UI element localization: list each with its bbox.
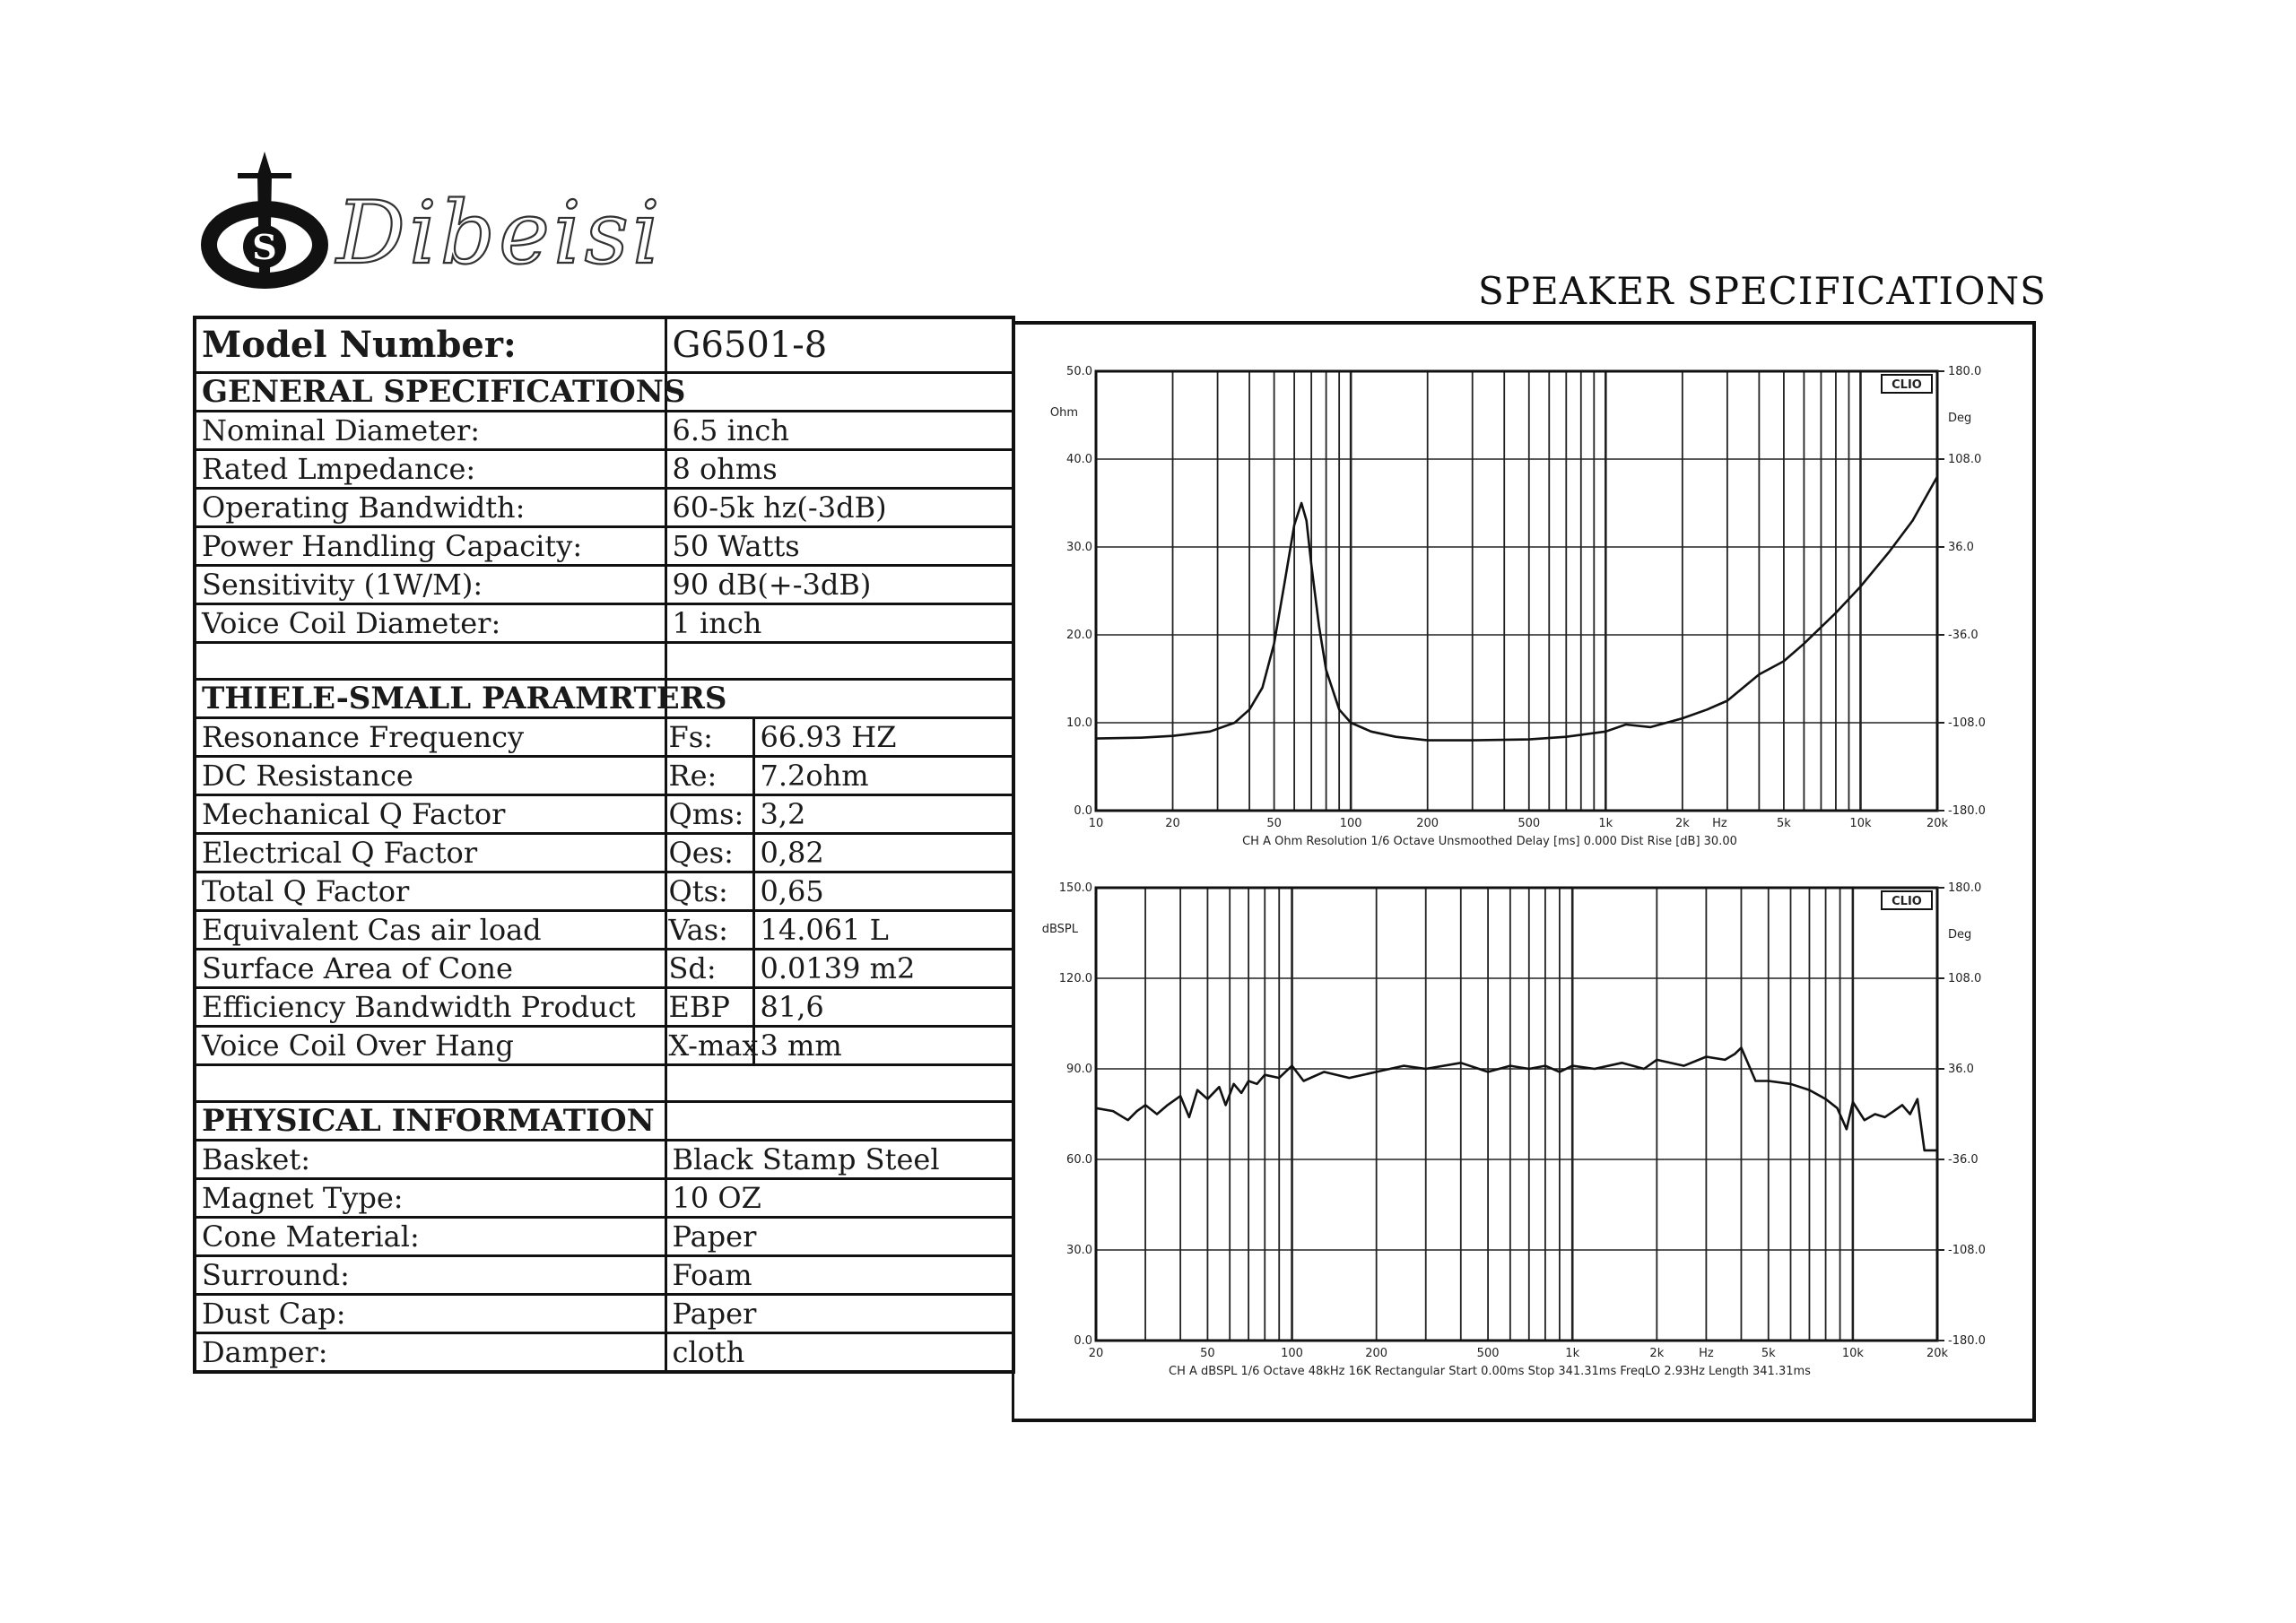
ts-param-label: Voice Coil Over Hang <box>195 1027 665 1065</box>
x-tick-label: 500 <box>1518 817 1541 830</box>
physical-heading-blank <box>665 1102 1013 1141</box>
x-tick-label: 200 <box>1365 1347 1388 1360</box>
spec-table <box>193 316 1015 1374</box>
spec-row <box>195 1256 1013 1295</box>
spec-label: Damper: <box>195 1333 665 1373</box>
model-value: G6501-8 <box>665 317 1013 373</box>
y-tick-label: 60.0 <box>1066 1153 1092 1167</box>
spec-row <box>195 489 1013 527</box>
spec-label: Nominal Diameter: <box>195 412 665 450</box>
spacer-row-1 <box>195 643 1013 680</box>
x-tick-label: 20 <box>1165 817 1180 830</box>
ts-param-symbol: EBP <box>665 988 753 1027</box>
spec-value: 50 Watts <box>665 527 1013 566</box>
ts-param-value: 7.2ohm <box>753 757 1013 795</box>
ts-param-value: 3 mm <box>753 1027 1013 1065</box>
spec-row <box>195 412 1013 450</box>
y-tick-label: 0.0 <box>1074 804 1092 818</box>
y-tick-label: 10.0 <box>1066 716 1092 730</box>
ts-param-row <box>195 911 1013 950</box>
spec-value: Paper <box>665 1295 1013 1333</box>
spec-row <box>195 1141 1013 1179</box>
model-label: Model Number: <box>195 317 665 373</box>
ts-param-row <box>195 1027 1013 1065</box>
x-tick-label: 5k <box>1777 817 1791 830</box>
spec-label: Surround: <box>195 1256 665 1295</box>
x-tick-label: 1k <box>1598 817 1613 830</box>
ts-param-symbol: Qes: <box>665 834 753 872</box>
x-tick-label: 50 <box>1200 1347 1215 1360</box>
impedance-curve <box>1096 477 1937 741</box>
x-tick-label: 20k <box>1926 1347 1949 1360</box>
spacer-row-1-cell-2 <box>665 643 1013 680</box>
spec-value: 60-5k hz(-3dB) <box>665 489 1013 527</box>
spec-value: cloth <box>665 1333 1013 1373</box>
y-tick-label: 30.0 <box>1066 1244 1092 1257</box>
ts-param-label: Efficiency Bandwidth Product <box>195 988 665 1027</box>
ts-param-row <box>195 834 1013 872</box>
ts-param-symbol: Re: <box>665 757 753 795</box>
x-tick-label: 200 <box>1416 817 1439 830</box>
spec-label: Magnet Type: <box>195 1179 665 1218</box>
spec-row <box>195 450 1013 489</box>
spec-label: Power Handling Capacity: <box>195 527 665 566</box>
spec-label: Cone Material: <box>195 1218 665 1256</box>
x-tick-label: 20 <box>1088 1347 1104 1360</box>
ts-param-row <box>195 872 1013 911</box>
ts-param-value: 0.0139 m2 <box>753 950 1013 988</box>
y2-tick-label: -36.0 <box>1948 629 1979 642</box>
brand-emblem-letter: S <box>252 227 277 267</box>
physical-heading: PHYSICAL INFORMATION <box>195 1102 665 1141</box>
spec-label: Dust Cap: <box>195 1295 665 1333</box>
x-tick-label: 20k <box>1926 817 1949 830</box>
spec-row <box>195 1179 1013 1218</box>
y2-tick-label: -36.0 <box>1948 1153 1979 1167</box>
ts-param-row <box>195 718 1013 757</box>
ts-param-symbol: Qms: <box>665 795 753 834</box>
spec-row <box>195 566 1013 604</box>
y2-tick-label: 180.0 <box>1948 365 1982 378</box>
y-axis-label: Ohm <box>1049 406 1078 420</box>
spec-label: Basket: <box>195 1141 665 1179</box>
physical-heading-row <box>195 1102 1013 1141</box>
y2-tick-label: 36.0 <box>1948 541 1974 554</box>
x-axis-unit-label: Hz <box>1699 1347 1714 1360</box>
x-tick-label: 2k <box>1649 1347 1665 1360</box>
ts-param-symbol: Vas: <box>665 911 753 950</box>
ts-param-value: 3,2 <box>753 795 1013 834</box>
ts-param-symbol: Fs: <box>665 718 753 757</box>
x-axis-unit-label: Hz <box>1712 817 1727 830</box>
ts-param-label: Electrical Q Factor <box>195 834 665 872</box>
general-heading-row <box>195 373 1013 412</box>
ts-param-symbol: Sd: <box>665 950 753 988</box>
spacer-row-1-cell <box>195 643 665 680</box>
thiele-heading: THIELE-SMALL PARAMRTERS <box>195 680 665 718</box>
x-tick-label: 2k <box>1674 817 1690 830</box>
ts-param-value: 14.061 L <box>753 911 1013 950</box>
ts-param-row <box>195 795 1013 834</box>
ts-param-row <box>195 988 1013 1027</box>
brand-name: Dibeisi <box>336 183 664 283</box>
ts-param-label: Equivalent Cas air load <box>195 911 665 950</box>
y2-tick-label: -108.0 <box>1948 1244 1986 1257</box>
ts-param-symbol: Qts: <box>665 872 753 911</box>
spec-value: Paper <box>665 1218 1013 1256</box>
spec-value: 6.5 inch <box>665 412 1013 450</box>
general-heading-blank <box>665 373 1013 412</box>
spacer-row-2-cell <box>195 1065 665 1102</box>
ts-param-value: 0,65 <box>753 872 1013 911</box>
spec-value: 10 OZ <box>665 1179 1013 1218</box>
general-heading: GENERAL SPECIFICATIONS <box>195 373 665 412</box>
spec-row <box>195 527 1013 566</box>
model-row <box>195 317 1013 373</box>
spec-value: 90 dB(+-3dB) <box>665 566 1013 604</box>
y-tick-label: 0.0 <box>1074 1334 1092 1348</box>
y2-axis-label: Deg <box>1948 412 1972 425</box>
spec-row <box>195 1333 1013 1373</box>
y-tick-label: 40.0 <box>1066 453 1092 466</box>
spec-value: 1 inch <box>665 604 1013 643</box>
x-tick-label: 10 <box>1088 817 1104 830</box>
ts-param-value: 81,6 <box>753 988 1013 1027</box>
clio-badge-text: CLIO <box>1892 895 1922 908</box>
spec-label: Rated Lmpedance: <box>195 450 665 489</box>
ts-param-label: DC Resistance <box>195 757 665 795</box>
y-tick-label: 30.0 <box>1066 541 1092 554</box>
ts-param-label: Surface Area of Cone <box>195 950 665 988</box>
chart-footer: CH A dBSPL 1/6 Octave 48kHz 16K Rectangular Start 0.00ms Stop 341.31ms FreqLO 2.93Hz Length 341.31ms <box>1169 1365 1811 1378</box>
plot-frame <box>1096 371 1937 811</box>
spl-curve <box>1096 1047 1937 1150</box>
charts-panel <box>1012 321 2036 1422</box>
spec-row <box>195 1295 1013 1333</box>
spacer-row-2-cell-2 <box>665 1065 1013 1102</box>
spec-value: 8 ohms <box>665 450 1013 489</box>
clio-badge-text: CLIO <box>1892 378 1922 392</box>
x-tick-label: 50 <box>1266 817 1282 830</box>
y-tick-label: 120.0 <box>1058 972 1092 985</box>
y-axis-label: dBSPL <box>1041 923 1078 936</box>
x-tick-label: 100 <box>1281 1347 1303 1360</box>
spec-label: Sensitivity (1W/M): <box>195 566 665 604</box>
y-tick-label: 90.0 <box>1066 1063 1092 1076</box>
brand-emblem-icon <box>209 152 320 281</box>
spec-value: Black Stamp Steel <box>665 1141 1013 1179</box>
y-tick-label: 20.0 <box>1066 629 1092 642</box>
y2-tick-label: -180.0 <box>1948 1334 1986 1348</box>
thiele-heading-row <box>195 680 1013 718</box>
ts-param-label: Resonance Frequency <box>195 718 665 757</box>
ts-param-label: Mechanical Q Factor <box>195 795 665 834</box>
spec-label: Voice Coil Diameter: <box>195 604 665 643</box>
x-tick-label: 1k <box>1565 1347 1580 1360</box>
y2-tick-label: 36.0 <box>1948 1063 1974 1076</box>
y2-tick-label: 180.0 <box>1948 881 1982 895</box>
y-tick-label: 50.0 <box>1066 365 1092 378</box>
ts-param-row <box>195 950 1013 988</box>
plot-frame <box>1096 888 1937 1341</box>
y-tick-label: 150.0 <box>1058 881 1092 895</box>
document-title: SPEAKER SPECIFICATIONS <box>1478 269 2047 313</box>
spec-label: Operating Bandwidth: <box>195 489 665 527</box>
y2-tick-label: 108.0 <box>1948 972 1982 985</box>
chart-footer: CH A Ohm Resolution 1/6 Octave Unsmoothed Delay [ms] 0.000 Dist Rise [dB] 30.00 <box>1242 835 1737 848</box>
y2-axis-label: Deg <box>1948 928 1972 942</box>
ts-param-label: Total Q Factor <box>195 872 665 911</box>
dibeisi-logo <box>202 148 686 291</box>
spacer-row-2 <box>195 1065 1013 1102</box>
y2-tick-label: -108.0 <box>1948 716 1986 730</box>
x-tick-label: 5k <box>1761 1347 1776 1360</box>
x-tick-label: 10k <box>1849 817 1872 830</box>
spec-row <box>195 604 1013 643</box>
y2-tick-label: -180.0 <box>1948 804 1986 818</box>
x-tick-label: 10k <box>1841 1347 1864 1360</box>
ts-param-symbol: X-max <box>665 1027 753 1065</box>
x-tick-label: 100 <box>1339 817 1362 830</box>
ts-param-row <box>195 757 1013 795</box>
response-charts <box>1014 325 2035 1422</box>
ts-param-value: 0,82 <box>753 834 1013 872</box>
x-tick-label: 500 <box>1476 1347 1500 1360</box>
spec-row <box>195 1218 1013 1256</box>
y2-tick-label: 108.0 <box>1948 453 1982 466</box>
spec-value: Foam <box>665 1256 1013 1295</box>
ts-param-value: 66.93 HZ <box>753 718 1013 757</box>
